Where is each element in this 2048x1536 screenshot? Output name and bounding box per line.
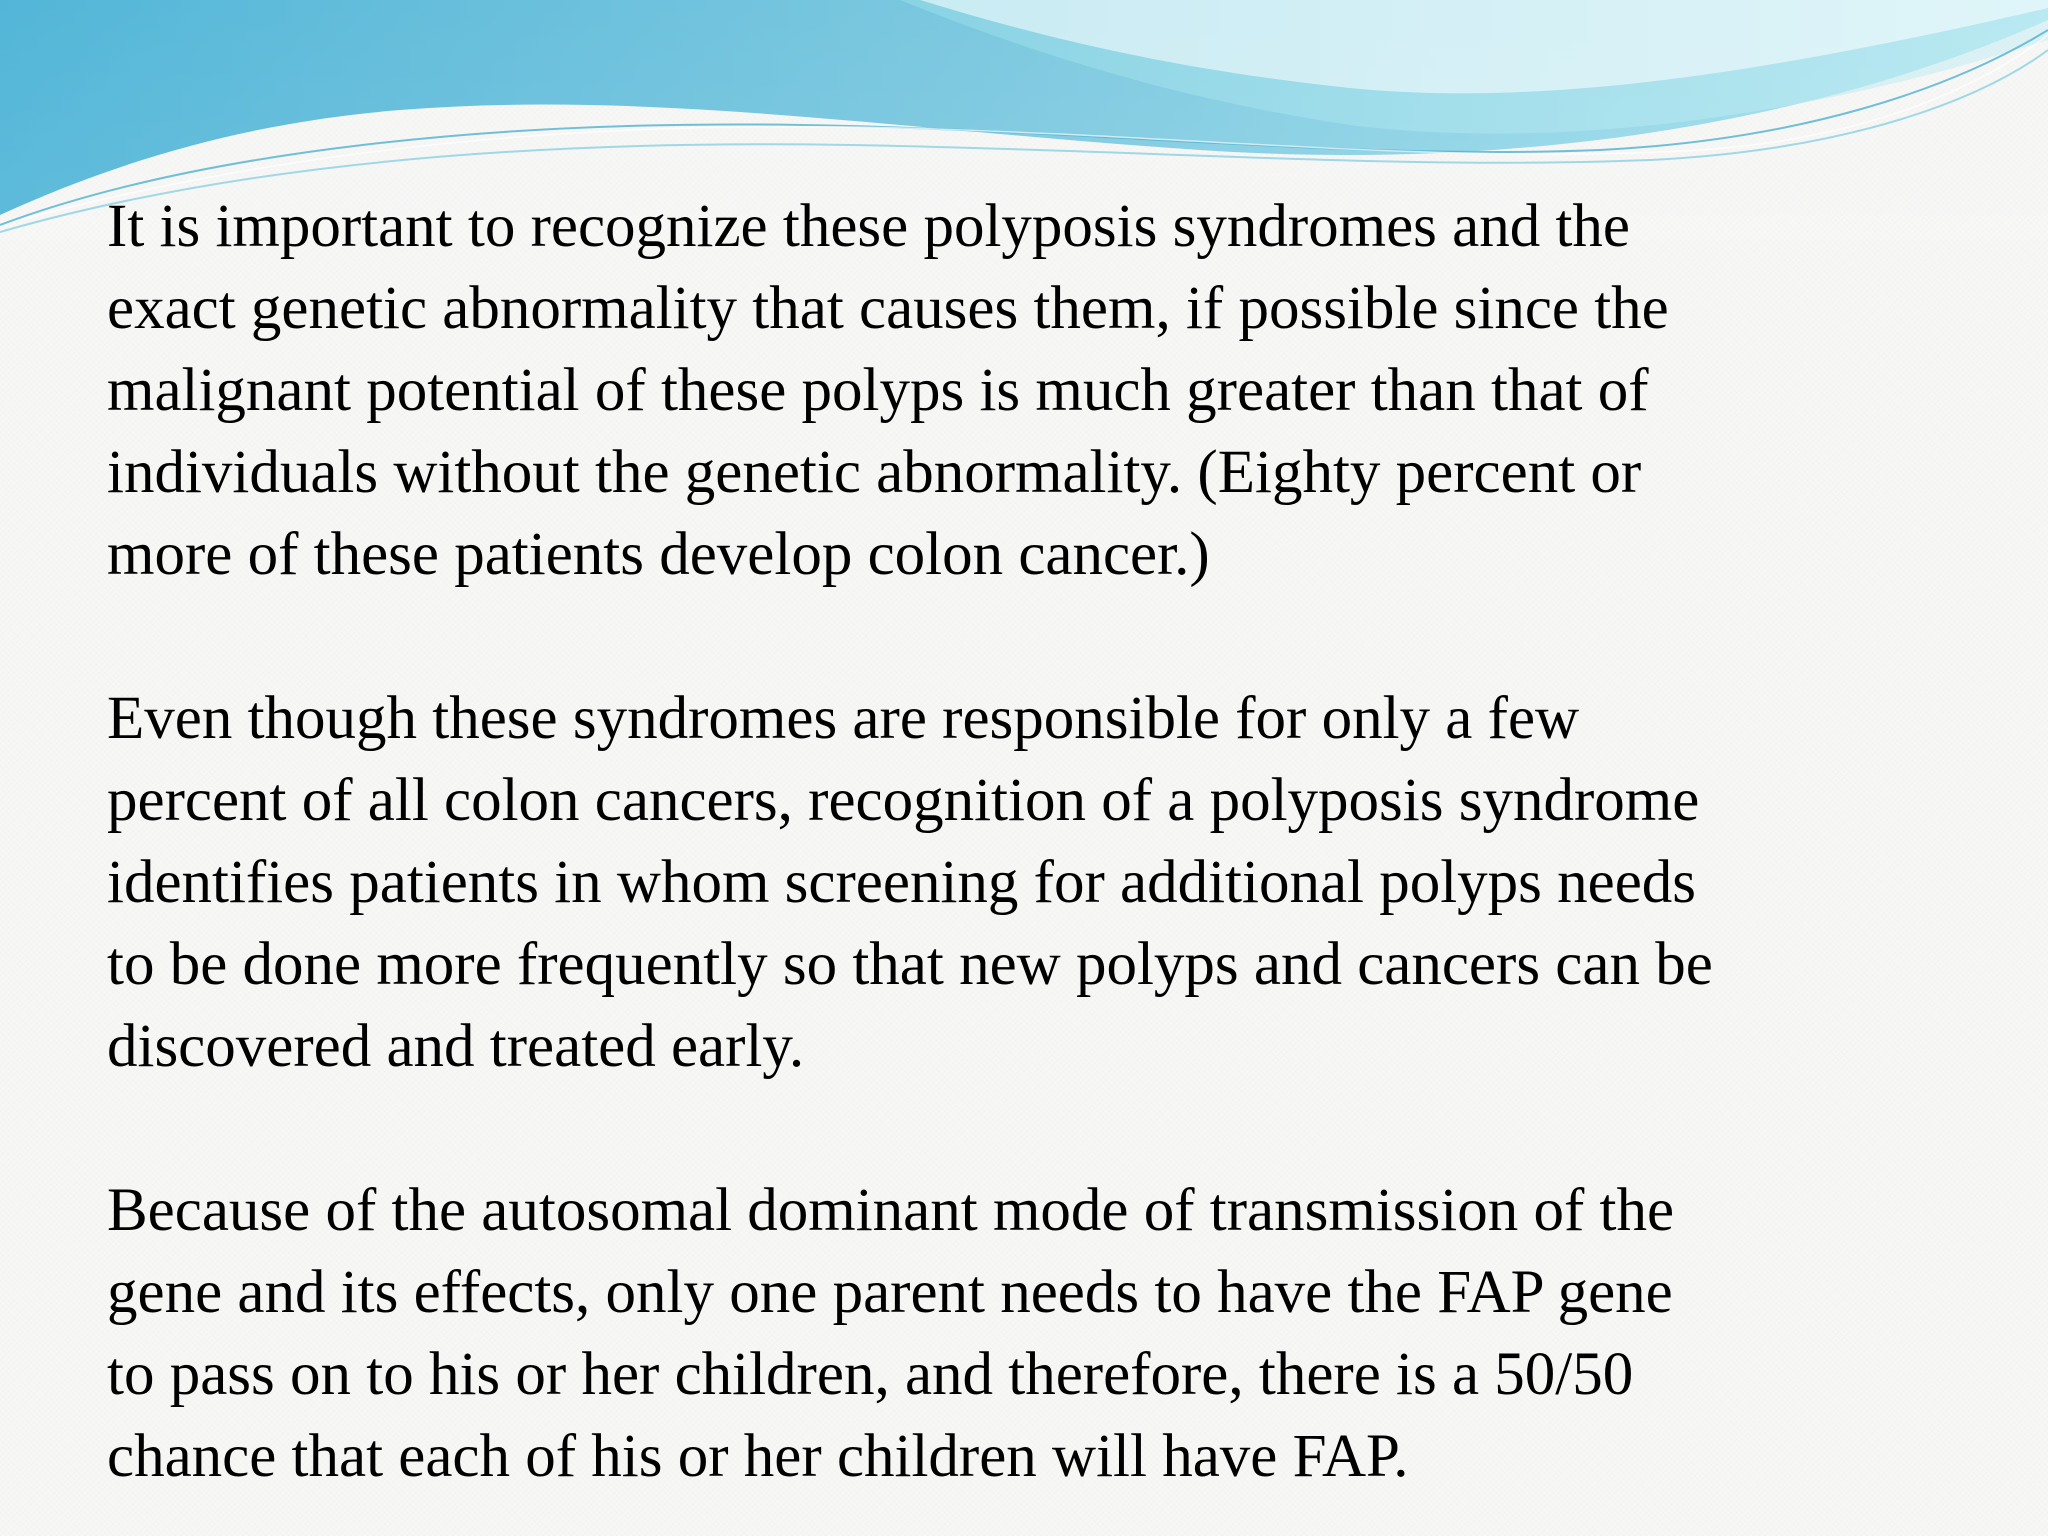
paragraph-polyposis-importance: It is important to recognize these polyposis syndromes and the exact genetic abnormality that causes them, if possible since the malignant potential of these polyps is much greater than that of individuals without the genetic abnormality. (Eighty percent or more of these patients develop colon cancer.) — [107, 193, 1669, 588]
paragraph-inheritance: Because of the autosomal dominant mode of transmission of the gene and its effects, only one parent needs to have the FAP gene to pass on to his or her children, and therefore, there is a 50/50 chance that each of his or her children will have FAP. — [107, 1177, 1675, 1490]
slide-body — [107, 186, 1987, 1498]
paragraph-screening: Even though these syndromes are responsible for only a few percent of all colon cancers, recognition of a polyposis syndrome identifies patients in whom screening for additional polyps needs to be done more frequently so that new polyps and cancers can be discovered and treated early. — [107, 685, 1713, 1080]
